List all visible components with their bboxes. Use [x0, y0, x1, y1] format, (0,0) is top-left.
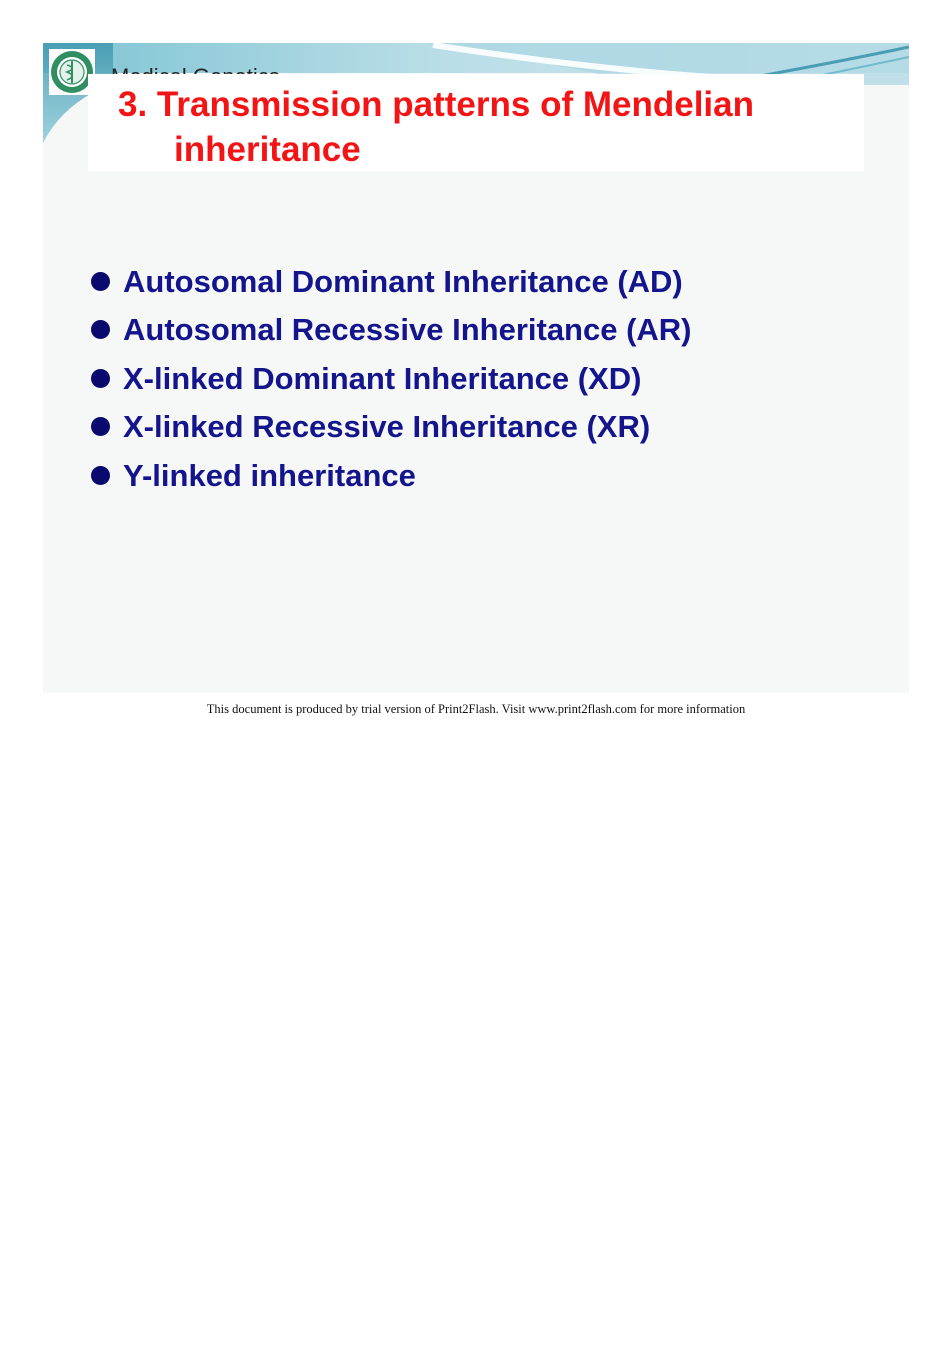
bullet-text: X-linked Dominant Inheritance (XD) — [123, 360, 642, 396]
list-item — [91, 306, 692, 355]
bullet-list — [91, 257, 692, 500]
bullet-dot-icon — [91, 466, 110, 485]
list-item — [91, 403, 692, 452]
list-item — [91, 257, 692, 306]
slide-title — [118, 82, 858, 172]
bullet-dot-icon — [91, 417, 110, 436]
slide-title-line-2: inheritance — [174, 130, 361, 169]
trial-version-notice: This document is produced by trial version of Print2Flash. Visit www.print2flash.com for more information — [206, 702, 746, 716]
slide — [43, 43, 909, 693]
slide-title-line-1: 3. Transmission patterns of Mendelian — [118, 85, 754, 124]
bullet-dot-icon — [91, 369, 110, 388]
bullet-text: Autosomal Recessive Inheritance (AR) — [123, 312, 692, 348]
list-item — [91, 354, 692, 403]
bullet-dot-icon — [91, 272, 110, 291]
bullet-dot-icon — [91, 320, 110, 339]
bullet-text: Y-linked inheritance — [123, 457, 416, 493]
bullet-text: Autosomal Dominant Inheritance (AD) — [123, 263, 683, 299]
bullet-text: X-linked Recessive Inheritance (XR) — [123, 409, 651, 445]
list-item — [91, 451, 692, 500]
title-box — [88, 74, 864, 171]
